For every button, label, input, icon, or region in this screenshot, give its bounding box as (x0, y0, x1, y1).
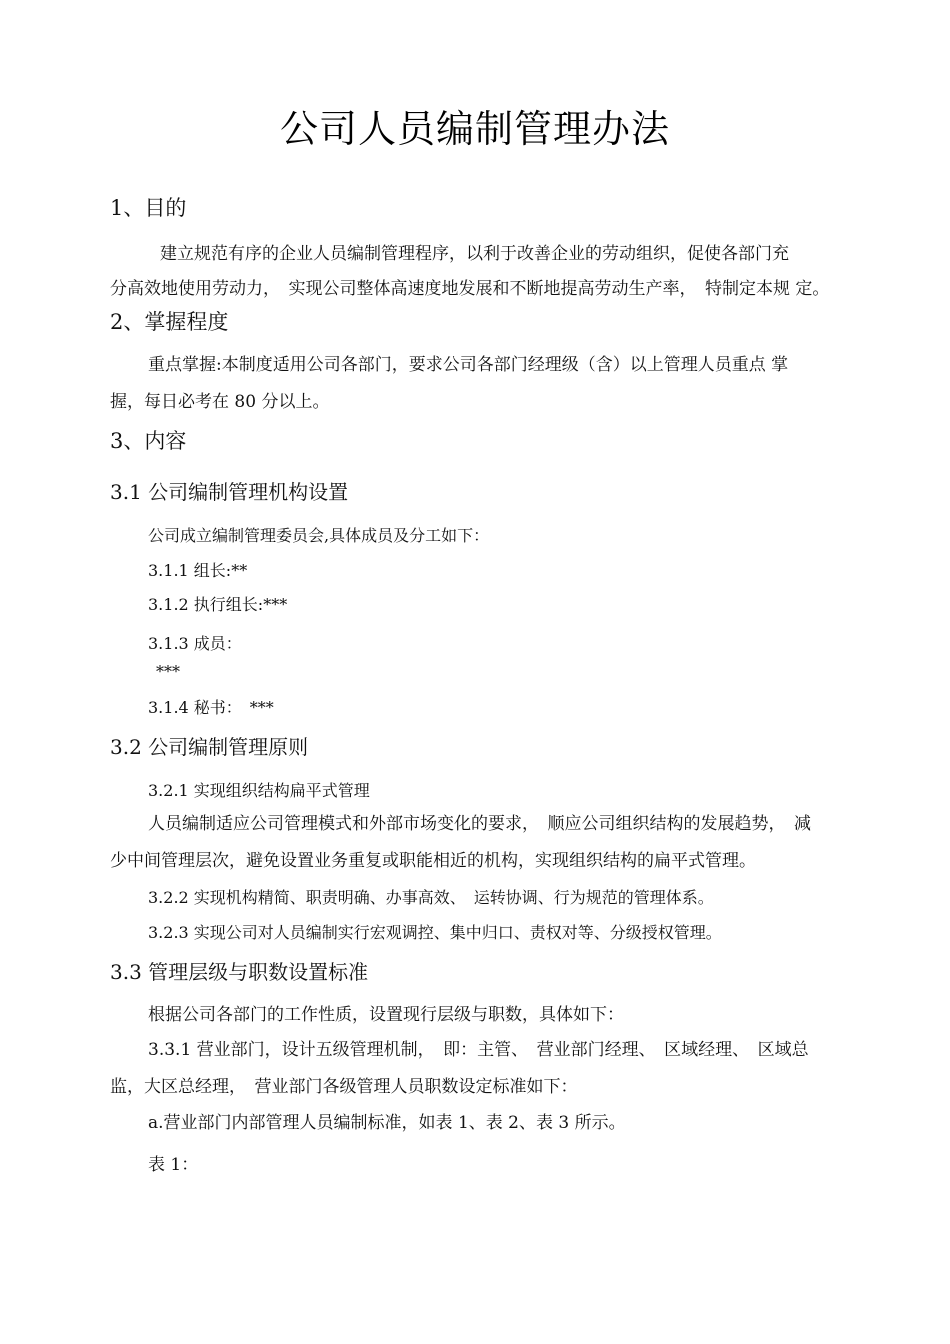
section-3-3-heading: 3.3 管理层级与职数设置标准 (110, 960, 369, 984)
section-1-heading: 1、目的 (110, 196, 187, 220)
item-3-3-1-a: a.营业部门内部管理人员编制标准，如表 1、表 2、表 3 所示。 (148, 1113, 626, 1133)
document-title: 公司人员编制管理办法 (279, 107, 670, 151)
item-3-2-3: 3.2.3 实现公司对人员编制实行宏观调控、集中归口、责权对等、分级授权管理。 (148, 923, 722, 942)
section-1-paragraph-line-1: 建立规范有序的企业人员编制管理程序，以利于改善企业的劳动组织，促使各部门充 (160, 244, 789, 264)
item-3-1-4: 3.1.4 秘书： *** (148, 698, 274, 717)
item-3-1-2: 3.1.2 执行组长:*** (148, 595, 288, 614)
section-2-paragraph-line-1: 重点掌握:本制度适用公司各部门，要求公司各部门经理级（含）以上管理人员重点 掌 (148, 355, 789, 375)
section-3-2-heading: 3.2 公司编制管理原则 (110, 735, 309, 759)
section-2-paragraph-line-2: 握，每日必考在 80 分以上。 (110, 392, 330, 412)
item-3-3-1-line-2: 监，大区总经理， 营业部门各级管理人员职数设定标准如下： (110, 1077, 578, 1097)
item-3-2-1-text-line-2: 少中间管理层次，避免设置业务重复或职能相近的机构，实现组织结构的扁平式管理。 (110, 851, 756, 871)
item-3-1-3-value: *** (156, 662, 180, 681)
item-3-1-3: 3.1.3 成员： (148, 634, 242, 653)
table-1-label: 表 1： (148, 1155, 199, 1175)
section-3-1-intro: 公司成立编制管理委员会,具体成员及分工如下： (148, 526, 490, 545)
section-3-heading: 3、内容 (110, 429, 187, 453)
item-3-2-2: 3.2.2 实现机构精简、职责明确、办事高效、 运转协调、行为规范的管理体系。 (148, 888, 714, 907)
item-3-3-1-line-1: 3.3.1 营业部门，设计五级管理机制， 即：主管、 营业部门经理、 区域经理、 区域总 (148, 1040, 809, 1060)
section-2-heading: 2、掌握程度 (110, 310, 229, 334)
section-1-paragraph-line-2: 分高效地使用劳动力， 实现公司整体高速度地发展和不断地提高劳动生产率， 特制定本规 定。 (110, 279, 830, 299)
section-3-1-heading: 3.1 公司编制管理机构设置 (110, 480, 349, 504)
item-3-2-1: 3.2.1 实现组织结构扁平式管理 (148, 781, 370, 800)
item-3-2-1-text-line-1: 人员编制适应公司管理模式和外部市场变化的要求， 顺应公司组织结构的发展趋势， 减 (148, 814, 811, 834)
item-3-1-1: 3.1.1 组长:** (148, 561, 248, 580)
section-3-3-intro: 根据公司各部门的工作性质，设置现行层级与职数，具体如下： (148, 1005, 624, 1025)
